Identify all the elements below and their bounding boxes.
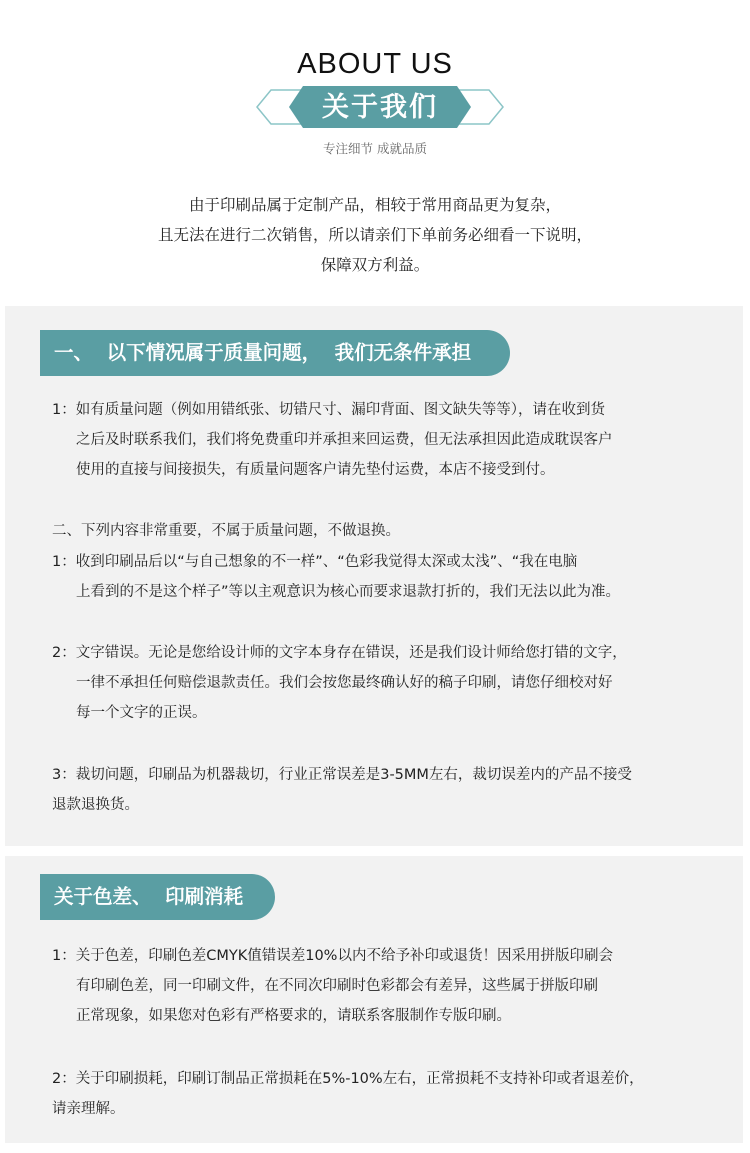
intro-line: 且无法在进行二次销售，所以请亲们下单前务必细看一下说明，: [157, 226, 592, 244]
text-line: 请亲理解。: [52, 1101, 125, 1117]
text-line: 2：文字错误。无论是您给设计师的文字本身存在错误，还是我们设计师给您打错的文字，: [52, 645, 627, 661]
text-line: 上看到的不是这个样子”等以主观意识为核心而要求退款打折的，我们无法以此为准。: [76, 584, 621, 600]
color-item-1: [52, 941, 613, 1031]
text-line: 1：如有质量问题（例如用错纸张、切错尺寸、漏印背面、图文缺失等等），请在收到货: [52, 402, 605, 418]
intro-line: 保障双方利益。: [320, 256, 430, 274]
text-line: 每一个文字的正误。: [76, 705, 207, 721]
section-heading-color: 关于色差、 印刷消耗: [40, 874, 275, 920]
text-line: 3：裁切问题，印刷品为机器裁切，行业正常误差是3-5MM左右，裁切误差内的产品不接受: [52, 767, 632, 783]
text-line: 1：关于色差，印刷色差CMYK值错误差10%以内不给予补印或退货！因采用拼版印刷会: [52, 948, 613, 964]
not-quality-item-3: [52, 760, 632, 820]
title-banner: [255, 86, 505, 130]
text-line: 之后及时联系我们，我们将免费重印并承担来回运费，但无法承担因此造成耽误客户: [76, 432, 613, 448]
text-line: 1：收到印刷品后以“与自己想象的不一样”、“色彩我觉得太深或太浅”、“我在电脑: [52, 554, 578, 570]
text-line: 正常现象，如果您对色彩有严格要求的，请联系客服制作专版印刷。: [76, 1008, 511, 1024]
text-line: 使用的直接与间接损失，有质量问题客户请先垫付运费，本店不接受到付。: [76, 462, 555, 478]
quality-item-1: [52, 395, 613, 485]
intro-text: [0, 190, 750, 280]
text-line: 有印刷色差，同一印刷文件，在不同次印刷时色彩都会有差异，这些属于拼版印刷: [76, 978, 598, 994]
about-title: ABOUT US: [297, 48, 453, 80]
not-quality-item-1: [52, 547, 620, 607]
text-line: 退款退换货。: [52, 797, 139, 813]
quality-policy-panel: [5, 306, 743, 846]
text-line: 2：关于印刷损耗，印刷订制品正常损耗在5%-10%左右，正常损耗不支持补印或者退差价，: [52, 1071, 644, 1087]
not-quality-subheading: 二、下列内容非常重要，不属于质量问题，不做退换。: [52, 523, 400, 539]
consumption-item-2: [52, 1064, 644, 1124]
tagline: 专注细节 成就品质: [323, 141, 427, 156]
not-quality-item-2: [52, 638, 627, 728]
banner-title: 关于我们: [322, 92, 438, 123]
intro-line: 由于印刷品属于定制产品，相较于常用商品更为复杂，: [188, 196, 561, 214]
text-line: 一律不承担任何赔偿退款责任。我们会按您最终确认好的稿子印刷，请您仔细校对好: [76, 675, 613, 691]
section-heading-quality: 一、 以下情况属于质量问题， 我们无条件承担: [40, 330, 510, 376]
color-consumption-panel: [5, 856, 743, 1143]
